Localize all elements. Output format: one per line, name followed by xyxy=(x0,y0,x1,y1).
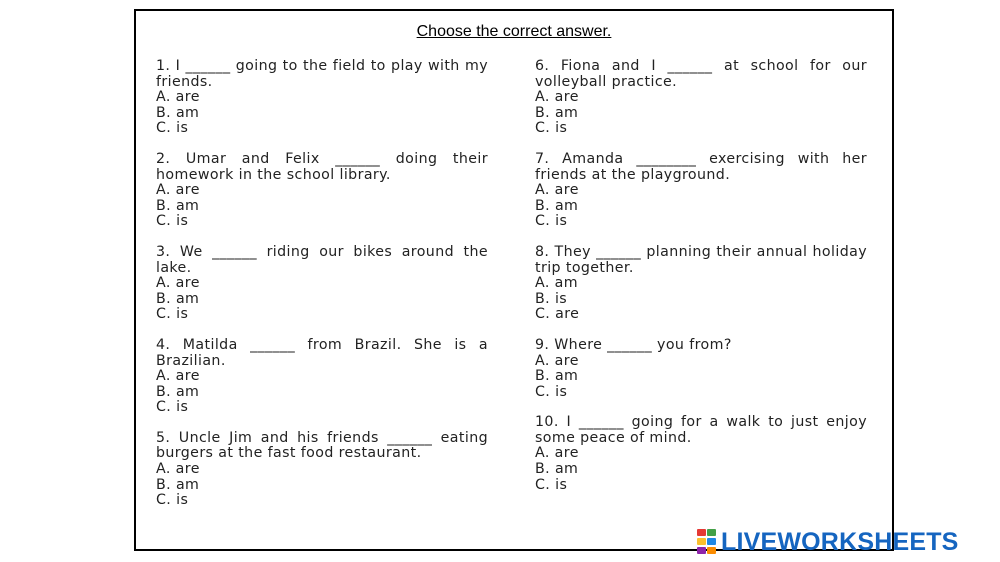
logo-block xyxy=(707,547,716,554)
logo-block xyxy=(707,538,716,545)
option-a[interactable]: A. are xyxy=(535,352,579,369)
question-stem: 2. Umar and Felix ______ doing their homework in the school library. xyxy=(156,150,488,183)
logo-text: LIVEWORKSHEETS xyxy=(721,527,959,556)
option-b[interactable]: B. am xyxy=(535,197,579,214)
logo-block xyxy=(707,529,716,536)
option-c[interactable]: C. is xyxy=(156,213,189,230)
left-column xyxy=(156,59,488,524)
option-b[interactable]: B. is xyxy=(535,290,568,307)
question-9 xyxy=(535,338,867,400)
option-b[interactable]: B. am xyxy=(156,383,200,400)
question-7 xyxy=(535,152,867,230)
option-a[interactable]: A. am xyxy=(535,275,578,292)
question-stem: 9. Where ______ you from? xyxy=(535,336,732,353)
option-c[interactable]: C. is xyxy=(535,213,568,230)
option-b[interactable]: B. am xyxy=(156,104,200,121)
option-c[interactable]: C. is xyxy=(156,120,189,137)
right-column xyxy=(535,59,867,508)
option-b[interactable]: B. am xyxy=(535,104,579,121)
option-a[interactable]: A. are xyxy=(535,182,579,199)
logo-blocks-icon xyxy=(697,529,717,555)
worksheet-title: Choose the correct answer. xyxy=(416,23,612,40)
liveworksheets-logo xyxy=(697,527,959,557)
option-c[interactable]: C. are xyxy=(535,306,580,323)
option-c[interactable]: C. is xyxy=(535,476,568,493)
question-stem: 8. They ______ planning their annual holiday trip together. xyxy=(535,243,867,276)
option-a[interactable]: A. are xyxy=(156,182,200,199)
option-b[interactable]: B. am xyxy=(156,476,200,493)
question-6 xyxy=(535,59,867,137)
option-b[interactable]: B. am xyxy=(535,368,579,385)
option-b[interactable]: B. am xyxy=(535,461,579,478)
option-a[interactable]: A. are xyxy=(535,89,579,106)
question-3 xyxy=(156,245,488,323)
option-c[interactable]: C. is xyxy=(535,120,568,137)
question-stem: 6. Fiona and I ______ at school for our volleyball practice. xyxy=(535,58,867,90)
question-stem: 1. I ______ going to the field to play with my friends. xyxy=(156,58,488,90)
option-c[interactable]: C. is xyxy=(156,399,189,416)
question-1 xyxy=(156,59,488,137)
question-2 xyxy=(156,152,488,230)
option-a[interactable]: A. are xyxy=(535,445,579,462)
logo-block xyxy=(697,529,706,536)
question-stem: 5. Uncle Jim and his friends ______ eating burgers at the fast food restaurant. xyxy=(156,429,488,462)
question-stem: 4. Matilda ______ from Brazil. She is a Brazilian. xyxy=(156,336,488,369)
logo-block xyxy=(697,538,706,545)
option-a[interactable]: A. are xyxy=(156,368,200,385)
option-c[interactable]: C. is xyxy=(156,492,189,509)
question-stem: 10. I ______ going for a walk to just enjoy some peace of mind. xyxy=(535,414,867,446)
question-5 xyxy=(156,431,488,509)
option-a[interactable]: A. are xyxy=(156,89,200,106)
option-a[interactable]: A. are xyxy=(156,275,200,292)
worksheet xyxy=(134,9,894,551)
option-c[interactable]: C. is xyxy=(535,383,568,400)
option-c[interactable]: C. is xyxy=(156,306,189,323)
question-stem: 3. We ______ riding our bikes around the lake. xyxy=(156,243,488,276)
option-b[interactable]: B. am xyxy=(156,290,200,307)
question-stem: 7. Amanda ________ exercising with her friends at the playground. xyxy=(535,150,867,183)
question-4 xyxy=(156,338,488,416)
option-a[interactable]: A. are xyxy=(156,461,200,478)
question-10 xyxy=(535,415,867,493)
question-8 xyxy=(535,245,867,323)
option-b[interactable]: B. am xyxy=(156,197,200,214)
logo-block xyxy=(697,547,706,554)
